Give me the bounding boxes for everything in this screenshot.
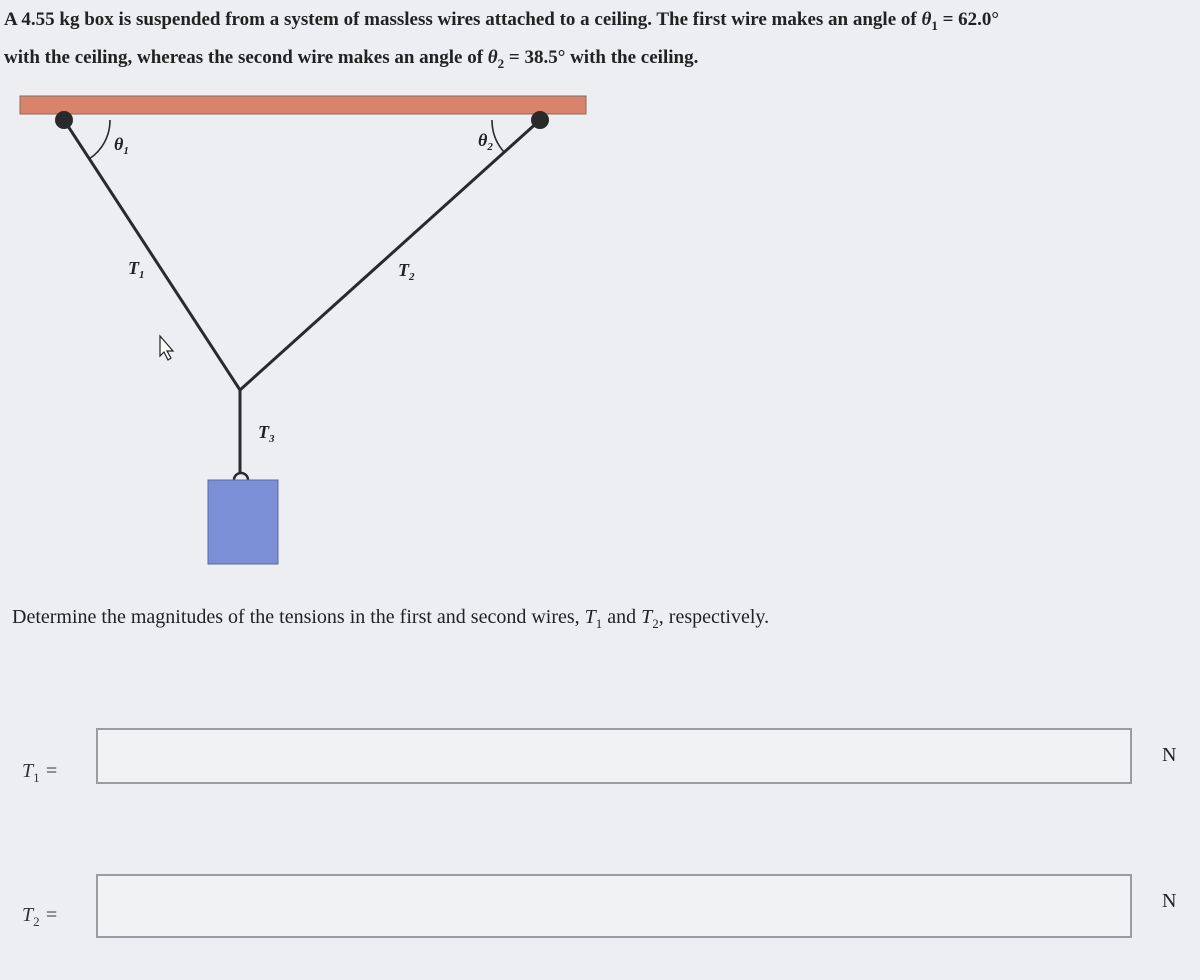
wire-diagram — [0, 80, 640, 580]
problem-text-part2: with the ceiling, whereas the second wire makes an angle of — [4, 46, 484, 68]
t1-label: $T_1$ — [128, 258, 145, 281]
question-t2-symbol: T — [641, 606, 653, 628]
wire-1 — [64, 120, 240, 390]
answer-label-t1: $T_1$ = — [22, 760, 59, 785]
answer-label-t2: $T_2$ = — [22, 904, 59, 929]
ceiling-bar — [20, 96, 586, 114]
box — [208, 480, 278, 564]
question-t2-subscript: 2 — [652, 616, 659, 631]
theta1-symbol: θ — [921, 9, 932, 30]
mouse-cursor-icon — [160, 336, 173, 360]
t2-label: $T_2$ — [398, 260, 415, 283]
question-and: and — [607, 606, 637, 628]
answer-row-t2 — [0, 874, 1200, 938]
theta2-subscript: 2 — [497, 55, 505, 71]
question-t1-subscript: 1 — [595, 616, 603, 631]
problem-text-part1: A 4.55 kg box is suspended from a system of massless wires attached to a ceiling. The first wire makes an angle of — [4, 9, 917, 30]
answer-unit-t1: N — [1162, 744, 1177, 766]
theta1-arc — [89, 120, 110, 159]
answer-unit-t2: N — [1162, 890, 1177, 912]
question-text — [12, 606, 769, 632]
theta1-value: = 62.0° — [942, 9, 1000, 30]
wire-2 — [240, 120, 540, 390]
theta2-value: = 38.5° with the ceiling. — [508, 46, 699, 68]
theta2-label: $\theta_2$ — [478, 130, 493, 153]
box-hook — [234, 473, 248, 480]
theta1-subscript: 1 — [931, 17, 938, 33]
theta1-label: $\theta_1$ — [114, 134, 129, 157]
question-text-after: , respectively. — [658, 606, 770, 628]
t3-label: $T_3$ — [258, 422, 275, 445]
problem-statement — [4, 4, 1194, 80]
theta2-symbol: θ — [487, 46, 498, 68]
answer-row-t1 — [0, 728, 1200, 792]
t2-answer-input[interactable] — [96, 874, 1132, 938]
t1-answer-input[interactable] — [96, 728, 1132, 784]
question-text-before: Determine the magnitudes of the tensions in the first and second wires, — [12, 606, 580, 628]
theta2-arc — [492, 120, 504, 152]
question-t1-symbol: T — [584, 606, 596, 628]
wire-diagram-svg — [0, 80, 640, 580]
